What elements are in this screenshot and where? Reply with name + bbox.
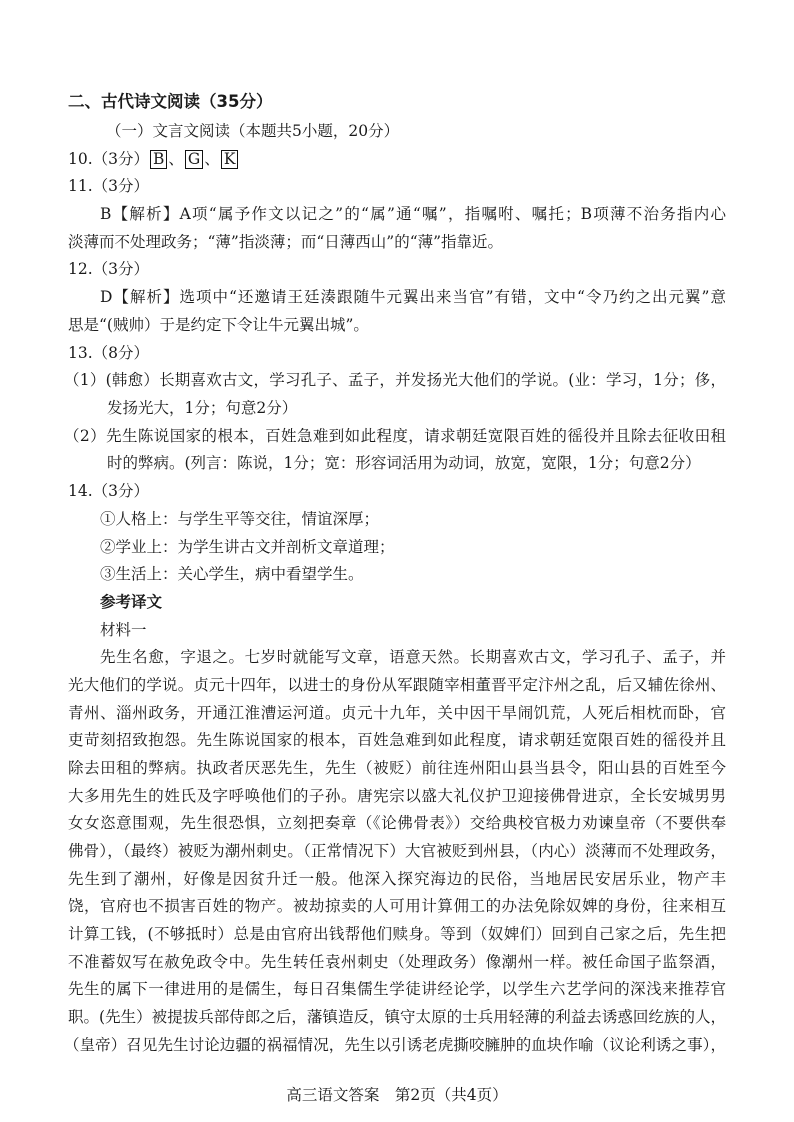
translation-line: 先生名愈，字退之。七岁时就能写文章，语意天然。长期喜欢古文，学习孔子、孟子，并: [100, 648, 726, 666]
translation-heading: 参考译文: [100, 592, 163, 611]
translation-line: 计算工钱，(不够抵时）总是由官府出钱帮他们赎身。等到（奴婢们）回到自己家之后，先生把: [68, 925, 726, 943]
material-label: 材料一: [100, 621, 147, 639]
translation-line: 先生到了潮州，好像是因贫升迁一般。他深入探究海边的民俗，当地居民安居乐业，物产丰: [68, 870, 726, 888]
translation-line: 佛骨），（最终）被贬为潮州刺史。（正常情况下）大官被贬到州县，（内心）淡薄而不处理政务，: [68, 842, 726, 860]
answer-box: K: [221, 150, 239, 169]
translation-line: 除去田租的弊病。执政者厌恶先生，先生（被贬）前往连州阳山县当县令，阳山县的百姓至今: [68, 759, 726, 777]
q14-item: ③生活上：关心学生，病中看望学生。: [100, 565, 364, 583]
page-footer: 高三语文答案 第2页（共4页）: [286, 1086, 508, 1104]
q14-label: 14.（3分）: [68, 482, 150, 500]
q13-part1-line: （1）(韩愈）长期喜欢古文，学习孔子、孟子，并发扬光大他们的学说。(业：学习，1分；侈，: [64, 371, 726, 389]
q12-analysis-line: D【解析】选项中“还邀请王廷湊跟随牛元翼出来当官”有错，文中“令乃约之出元翼”意: [100, 288, 726, 306]
translation-line: 饶，官府也不损害百姓的物产。被劫掠卖的人可用计算佣工的办法免除奴婢的身份，往来相互: [68, 897, 726, 915]
q11-analysis-line: B【解析】A项“属予作文以记之”的“属”通“嘱”，指嘱咐、嘱托；B项薄不治务指内心: [100, 205, 726, 223]
answer-separator: 、: [204, 150, 220, 168]
q13-part2-line: 时的弊病。(列言：陈说，1分；宽：形容词活用为动词，放宽，宽限，1分；句意2分）: [107, 454, 701, 472]
translation-line: 不准蓄奴写在赦免政令中。先生转任袁州刺史（处理政务）像潮州一样。被任命国子监祭酒，: [68, 953, 726, 971]
subsection-title: （一）文言文阅读（本题共5小题，20分）: [106, 122, 400, 140]
q14-item: ①人格上：与学生平等交往，情谊深厚；: [100, 510, 380, 528]
q12-label: 12.（3分）: [68, 260, 150, 278]
answer-separator: 、: [168, 150, 184, 168]
q11-label: 11.（3分）: [68, 177, 150, 195]
translation-line: 先生的属下一律进用的是儒生，每日召集儒生学徒讲经论学，以学生六艺学问的深浅来推荐官: [68, 980, 726, 998]
section-title: 二、古代诗文阅读（35分）: [68, 92, 273, 111]
translation-line: 大多用先生的姓氏及字呼唤他们的子孙。唐宪宗以盛大礼仪护卫迎接佛骨进京，全长安城男男: [68, 787, 726, 805]
q13-part1-line: 发扬光大，1分；句意2分）: [107, 399, 298, 417]
q14-item: ②学业上：为学生讲古文并剖析文章道理；: [100, 538, 395, 556]
q13-label: 13.（8分）: [68, 344, 150, 362]
translation-line: 光大他们的学说。贞元十四年，以进士的身份从军跟随宰相董晋平定汴州之乱，后又辅佐徐州、: [68, 676, 726, 694]
answer-box: B: [150, 150, 167, 169]
translation-line: （皇帝）召见先生讨论边疆的祸福情况，先生以引诱老虎撕咬臃肿的血块作喻（议论利诱之事），: [64, 1036, 726, 1054]
q13-part2-line: （2）先生陈说国家的根本，百姓急难到如此程度，请求朝廷宽限百姓的徭役并且除去征收田租: [64, 427, 726, 445]
translation-line: 青州、淄州政务，开通江淮漕运河道。贞元十九年，关中因干旱闹饥荒，人死后相枕而卧，官: [68, 704, 726, 722]
translation-line: 吏苛刻招致抱怨。先生陈说国家的根本，百姓急难到如此程度，请求朝廷宽限百姓的徭役并且: [68, 731, 726, 749]
q10: [68, 148, 239, 170]
q12-analysis-line: 思是“(贼帅）于是约定下令让牛元翼出城”。: [68, 316, 369, 334]
translation-line: 职。(先生）被提拔兵部侍郎之后，藩镇造反，镇守太原的士兵用轻薄的利益去诱惑回纥族的人，: [68, 1008, 726, 1026]
q10-label: 10.（3分）: [68, 150, 150, 168]
q11-analysis-line: 淡薄而不处理政务；“薄”指淡薄；而“日薄西山”的“薄”指靠近。: [68, 233, 504, 251]
answer-box: G: [185, 150, 203, 169]
translation-line: 女女恣意围观，先生很恐惧，立刻把奏章（《论佛骨表》）交给典校官极力劝谏皇帝（不要供奉: [68, 814, 726, 832]
